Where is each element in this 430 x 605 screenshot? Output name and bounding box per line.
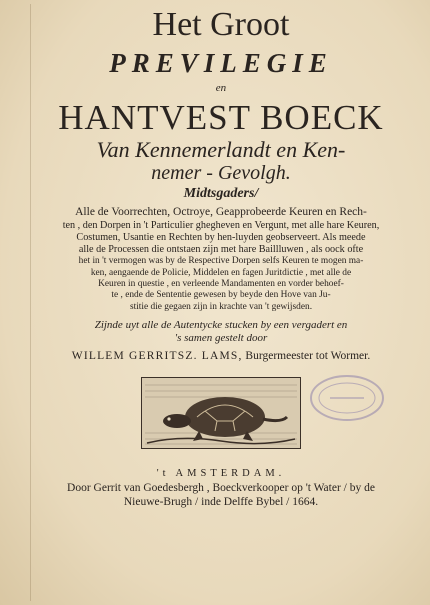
compiled-line-2: 's samen gestelt door: [174, 332, 268, 345]
title-line-6: nemer - Gevolgh.: [151, 162, 291, 184]
author-role: Burgermeester tot Wormer.: [245, 350, 371, 363]
body-line-3: Costumen, Usantie en Rechten by hen-luyden geobserveert. Als meede: [76, 231, 366, 243]
imprint-line-2: Nieuwe-Brugh / inde Delffe Bybel / 1664.: [123, 495, 319, 508]
body-line-2: ten , den Dorpen in 't Particulier ghegheven en Vergunt, met alle hare Keuren,: [62, 219, 380, 231]
body-line-1: Alle de Voorrechten, Octroye, Geapprobeerde Keuren en Rech-: [75, 206, 367, 218]
title-line-4: HANTVEST BOECK: [58, 98, 384, 137]
body-line-6: ken, aengaende de Policie, Middelen en fagen Juritdictie , met alle de: [90, 267, 352, 278]
author-line: [34, 351, 408, 363]
title-line-5: Van Kennemerlandt en Ken-: [96, 137, 346, 162]
title-line-2: PREVILEGIE: [109, 48, 333, 78]
midtsgaders-heading: Midtsgaders/: [183, 186, 259, 201]
body-line-5: het in 't vermogen was by de Respective Dorpen selfs Keuren te mogen ma-: [78, 256, 364, 267]
title-line-1: Het Groot: [152, 6, 290, 43]
library-stamp-icon: [308, 372, 386, 424]
body-line-4: alle de Processen die ontstaen zijn met hare Baillluwen , als oock ofte: [78, 243, 364, 255]
author-name: WILLEM GERRITSZ. LAMS,: [71, 350, 243, 363]
title-line-3: en: [215, 82, 227, 94]
tortoise-woodcut-icon: [141, 377, 301, 449]
body-line-8: te , ende de Sententie gewesen by beyde den Hove van Ju-: [111, 290, 331, 301]
imprint-city: 't AMSTERDAM.: [156, 467, 286, 479]
imprint-line-1: Door Gerrit van Goedesbergh , Boeckverkooper op 't Water / by de: [67, 482, 375, 495]
page-fold-shadow: [30, 4, 31, 601]
body-line-9: stitie die gegaen zijn in krachte van 't gewijsden.: [129, 301, 313, 312]
body-line-7: Keuren in questie , en verleende Mandamenten en vorder behoef-: [98, 278, 344, 289]
compiled-line-1: Zijnde uyt alle de Autentycke stucken by een vergadert en: [94, 319, 348, 332]
